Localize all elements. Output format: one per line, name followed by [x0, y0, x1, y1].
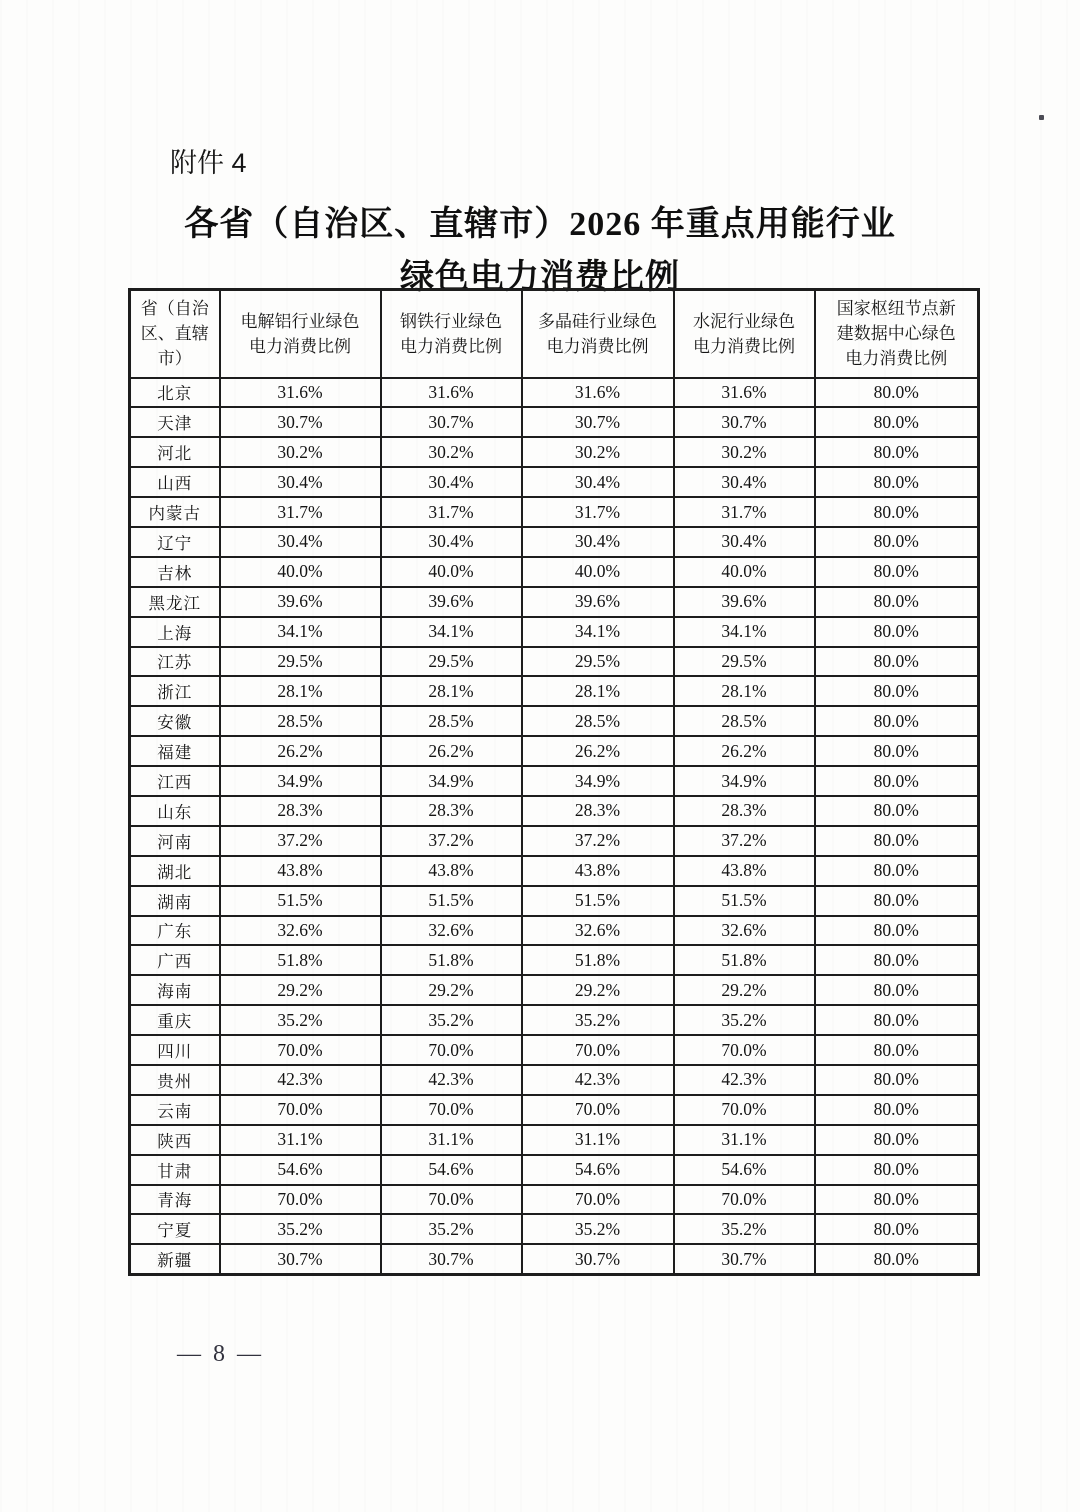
table-row [130, 497, 979, 527]
value-cell: 80.0% [815, 945, 979, 975]
value-cell: 32.6% [674, 916, 815, 946]
value-cell: 51.8% [522, 945, 674, 975]
province-cell: 海南 [130, 975, 220, 1005]
value-cell: 28.3% [522, 796, 674, 826]
value-cell: 51.5% [522, 886, 674, 916]
value-cell: 80.0% [815, 736, 979, 766]
value-cell: 80.0% [815, 826, 979, 856]
value-cell: 70.0% [522, 1185, 674, 1215]
value-cell: 31.7% [220, 497, 381, 527]
value-cell: 34.1% [674, 617, 815, 647]
value-cell: 28.5% [381, 706, 522, 736]
table-head [130, 290, 979, 378]
value-cell: 42.3% [674, 1065, 815, 1095]
value-cell: 35.2% [674, 1214, 815, 1244]
value-cell: 31.6% [522, 378, 674, 408]
value-cell: 29.5% [674, 647, 815, 677]
province-cell: 北京 [130, 378, 220, 408]
value-cell: 80.0% [815, 856, 979, 886]
province-cell: 江苏 [130, 647, 220, 677]
table-row [130, 945, 979, 975]
value-cell: 30.4% [522, 527, 674, 557]
value-cell: 80.0% [815, 676, 979, 706]
value-cell: 30.2% [522, 437, 674, 467]
table-row [130, 676, 979, 706]
value-cell: 26.2% [674, 736, 815, 766]
value-cell: 80.0% [815, 467, 979, 497]
value-cell: 35.2% [522, 1005, 674, 1035]
province-cell: 福建 [130, 736, 220, 766]
value-cell: 70.0% [220, 1185, 381, 1215]
value-cell: 31.1% [522, 1125, 674, 1155]
value-cell: 80.0% [815, 1095, 979, 1125]
value-cell: 40.0% [220, 557, 381, 587]
table-row [130, 1065, 979, 1095]
value-cell: 42.3% [220, 1065, 381, 1095]
value-cell: 34.1% [220, 617, 381, 647]
value-cell: 70.0% [522, 1035, 674, 1065]
value-cell: 32.6% [220, 916, 381, 946]
scan-speck [1039, 115, 1044, 120]
value-cell: 70.0% [674, 1035, 815, 1065]
value-cell: 28.3% [381, 796, 522, 826]
value-cell: 37.2% [381, 826, 522, 856]
province-cell: 黑龙江 [130, 587, 220, 617]
province-cell: 吉林 [130, 557, 220, 587]
value-cell: 35.2% [381, 1214, 522, 1244]
value-cell: 35.2% [674, 1005, 815, 1035]
province-cell: 重庆 [130, 1005, 220, 1035]
value-cell: 30.2% [674, 437, 815, 467]
value-cell: 30.4% [674, 467, 815, 497]
value-cell: 80.0% [815, 1005, 979, 1035]
table-row [130, 766, 979, 796]
table-row [130, 378, 979, 408]
col-header-electrolytic-aluminum [220, 290, 381, 378]
col-header-province [130, 290, 220, 378]
table-row [130, 796, 979, 826]
value-cell: 34.9% [674, 766, 815, 796]
province-cell: 云南 [130, 1095, 220, 1125]
col-header-line: 多晶硅行业绿色 [538, 311, 657, 331]
col-header-data-center [815, 290, 979, 378]
value-cell: 34.9% [381, 766, 522, 796]
province-cell: 甘肃 [130, 1155, 220, 1185]
value-cell: 30.7% [381, 1244, 522, 1274]
value-cell: 30.7% [220, 1244, 381, 1274]
value-cell: 31.1% [674, 1125, 815, 1155]
table-row [130, 557, 979, 587]
value-cell: 31.1% [220, 1125, 381, 1155]
value-cell: 29.5% [220, 647, 381, 677]
value-cell: 26.2% [522, 736, 674, 766]
col-header-line: 电力消费比例 [845, 349, 948, 369]
value-cell: 30.7% [674, 407, 815, 437]
province-cell: 宁夏 [130, 1214, 220, 1244]
value-cell: 30.4% [522, 467, 674, 497]
table-row [130, 736, 979, 766]
value-cell: 30.7% [381, 407, 522, 437]
value-cell: 80.0% [815, 407, 979, 437]
value-cell: 80.0% [815, 1214, 979, 1244]
value-cell: 54.6% [381, 1155, 522, 1185]
province-cell: 山东 [130, 796, 220, 826]
value-cell: 40.0% [674, 557, 815, 587]
value-cell: 35.2% [522, 1214, 674, 1244]
province-cell: 天津 [130, 407, 220, 437]
value-cell: 31.6% [381, 378, 522, 408]
value-cell: 37.2% [674, 826, 815, 856]
col-header-line: 建数据中心绿色 [836, 324, 956, 344]
value-cell: 80.0% [815, 437, 979, 467]
value-cell: 29.2% [381, 975, 522, 1005]
col-header-polysilicon [522, 290, 674, 378]
col-header-line: 国家枢纽节点新 [836, 299, 956, 319]
value-cell: 28.1% [522, 676, 674, 706]
value-cell: 31.6% [220, 378, 381, 408]
value-cell: 30.4% [220, 467, 381, 497]
value-cell: 43.8% [381, 856, 522, 886]
col-header-line: 电解铝行业绿色 [240, 311, 360, 331]
province-cell: 广东 [130, 916, 220, 946]
value-cell: 29.2% [674, 975, 815, 1005]
table-row [130, 1214, 979, 1244]
value-cell: 30.7% [674, 1244, 815, 1274]
value-cell: 39.6% [220, 587, 381, 617]
value-cell: 30.4% [674, 527, 815, 557]
value-cell: 31.1% [381, 1125, 522, 1155]
value-cell: 42.3% [381, 1065, 522, 1095]
province-cell: 湖南 [130, 886, 220, 916]
value-cell: 31.6% [674, 378, 815, 408]
col-header-line: 区、直辖 [140, 324, 209, 344]
province-cell: 河南 [130, 826, 220, 856]
value-cell: 31.7% [674, 497, 815, 527]
value-cell: 39.6% [381, 587, 522, 617]
value-cell: 28.1% [674, 676, 815, 706]
value-cell: 29.2% [522, 975, 674, 1005]
province-cell: 上海 [130, 617, 220, 647]
value-cell: 32.6% [522, 916, 674, 946]
province-cell: 辽宁 [130, 527, 220, 557]
value-cell: 29.5% [522, 647, 674, 677]
value-cell: 70.0% [674, 1095, 815, 1125]
value-cell: 35.2% [220, 1005, 381, 1035]
table-row [130, 886, 979, 916]
value-cell: 70.0% [674, 1185, 815, 1215]
table-row [130, 1035, 979, 1065]
value-cell: 30.7% [522, 1244, 674, 1274]
value-cell: 34.9% [522, 766, 674, 796]
value-cell: 80.0% [815, 378, 979, 408]
table-row [130, 467, 979, 497]
province-cell: 浙江 [130, 676, 220, 706]
table-row [130, 437, 979, 467]
province-cell: 安徽 [130, 706, 220, 736]
col-header-line: 省（自治 [140, 299, 209, 319]
value-cell: 30.4% [381, 467, 522, 497]
table-row [130, 826, 979, 856]
province-cell: 内蒙古 [130, 497, 220, 527]
value-cell: 32.6% [381, 916, 522, 946]
value-cell: 43.8% [220, 856, 381, 886]
province-cell: 贵州 [130, 1065, 220, 1095]
province-cell: 广西 [130, 945, 220, 975]
table-row [130, 706, 979, 736]
col-header-line: 市） [157, 349, 192, 369]
value-cell: 30.7% [220, 407, 381, 437]
province-cell: 陕西 [130, 1125, 220, 1155]
col-header-line: 电力消费比例 [546, 336, 649, 356]
province-cell: 河北 [130, 437, 220, 467]
page-title-line1: 各省（自治区、直辖市）2026 年重点用能行业 [184, 206, 896, 243]
value-cell: 80.0% [815, 557, 979, 587]
value-cell: 80.0% [815, 916, 979, 946]
value-cell: 43.8% [674, 856, 815, 886]
value-cell: 80.0% [815, 527, 979, 557]
col-header-line: 电力消费比例 [693, 336, 795, 356]
value-cell: 34.9% [220, 766, 381, 796]
value-cell: 34.1% [522, 617, 674, 647]
value-cell: 80.0% [815, 1065, 979, 1095]
province-cell: 四川 [130, 1035, 220, 1065]
value-cell: 30.4% [381, 527, 522, 557]
value-cell: 51.5% [381, 886, 522, 916]
page-title-line2: 绿色电力消费比例 [400, 259, 680, 296]
value-cell: 80.0% [815, 647, 979, 677]
col-header-line: 电力消费比例 [400, 336, 502, 356]
value-cell: 28.3% [220, 796, 381, 826]
value-cell: 80.0% [815, 497, 979, 527]
table-row [130, 1155, 979, 1185]
value-cell: 51.8% [220, 945, 381, 975]
value-cell: 70.0% [381, 1185, 522, 1215]
table-row [130, 587, 979, 617]
table-row [130, 975, 979, 1005]
value-cell: 31.7% [522, 497, 674, 527]
value-cell: 54.6% [522, 1155, 674, 1185]
value-cell: 30.7% [522, 407, 674, 437]
table-row [130, 1125, 979, 1155]
value-cell: 51.8% [381, 945, 522, 975]
value-cell: 40.0% [381, 557, 522, 587]
value-cell: 80.0% [815, 1155, 979, 1185]
value-cell: 26.2% [381, 736, 522, 766]
value-cell: 70.0% [381, 1035, 522, 1065]
value-cell: 80.0% [815, 766, 979, 796]
province-cell: 青海 [130, 1185, 220, 1215]
ratio-table [128, 288, 980, 1276]
value-cell: 35.2% [220, 1214, 381, 1244]
value-cell: 70.0% [220, 1095, 381, 1125]
table-row [130, 916, 979, 946]
value-cell: 51.5% [220, 886, 381, 916]
value-cell: 80.0% [815, 617, 979, 647]
value-cell: 70.0% [220, 1035, 381, 1065]
table-row [130, 856, 979, 886]
col-header-line: 钢铁行业绿色 [400, 311, 502, 331]
col-header-steel [381, 290, 522, 378]
value-cell: 70.0% [522, 1095, 674, 1125]
value-cell: 80.0% [815, 886, 979, 916]
header-row [130, 290, 979, 378]
value-cell: 29.5% [381, 647, 522, 677]
value-cell: 51.8% [674, 945, 815, 975]
table-row [130, 1185, 979, 1215]
province-cell: 江西 [130, 766, 220, 796]
province-cell: 湖北 [130, 856, 220, 886]
value-cell: 34.1% [381, 617, 522, 647]
table-row [130, 527, 979, 557]
value-cell: 28.5% [220, 706, 381, 736]
value-cell: 51.5% [674, 886, 815, 916]
col-header-cement [674, 290, 815, 378]
value-cell: 80.0% [815, 796, 979, 826]
value-cell: 43.8% [522, 856, 674, 886]
value-cell: 80.0% [815, 975, 979, 1005]
value-cell: 26.2% [220, 736, 381, 766]
value-cell: 80.0% [815, 1185, 979, 1215]
value-cell: 37.2% [220, 826, 381, 856]
province-cell: 山西 [130, 467, 220, 497]
table-row [130, 647, 979, 677]
value-cell: 40.0% [522, 557, 674, 587]
province-cell: 新疆 [130, 1244, 220, 1274]
value-cell: 80.0% [815, 587, 979, 617]
value-cell: 39.6% [674, 587, 815, 617]
col-header-line: 电力消费比例 [249, 336, 351, 356]
value-cell: 80.0% [815, 706, 979, 736]
value-cell: 39.6% [522, 587, 674, 617]
value-cell: 28.1% [220, 676, 381, 706]
value-cell: 31.7% [381, 497, 522, 527]
table-row [130, 617, 979, 647]
page-number: — 8 — [177, 1341, 264, 1367]
value-cell: 28.1% [381, 676, 522, 706]
value-cell: 42.3% [522, 1065, 674, 1095]
value-cell: 30.2% [220, 437, 381, 467]
value-cell: 37.2% [522, 826, 674, 856]
col-header-line: 水泥行业绿色 [693, 311, 795, 331]
value-cell: 80.0% [815, 1244, 979, 1274]
value-cell: 80.0% [815, 1035, 979, 1065]
table-row [130, 1005, 979, 1035]
value-cell: 30.4% [220, 527, 381, 557]
value-cell: 28.5% [674, 706, 815, 736]
value-cell: 35.2% [381, 1005, 522, 1035]
attachment-label: 附件 4 [170, 148, 247, 178]
table-body [130, 378, 979, 1275]
value-cell: 29.2% [220, 975, 381, 1005]
table-row [130, 407, 979, 437]
value-cell: 70.0% [381, 1095, 522, 1125]
value-cell: 28.3% [674, 796, 815, 826]
table-row [130, 1095, 979, 1125]
table-row [130, 1244, 979, 1274]
value-cell: 28.5% [522, 706, 674, 736]
value-cell: 30.2% [381, 437, 522, 467]
value-cell: 54.6% [220, 1155, 381, 1185]
value-cell: 54.6% [674, 1155, 815, 1185]
value-cell: 80.0% [815, 1125, 979, 1155]
